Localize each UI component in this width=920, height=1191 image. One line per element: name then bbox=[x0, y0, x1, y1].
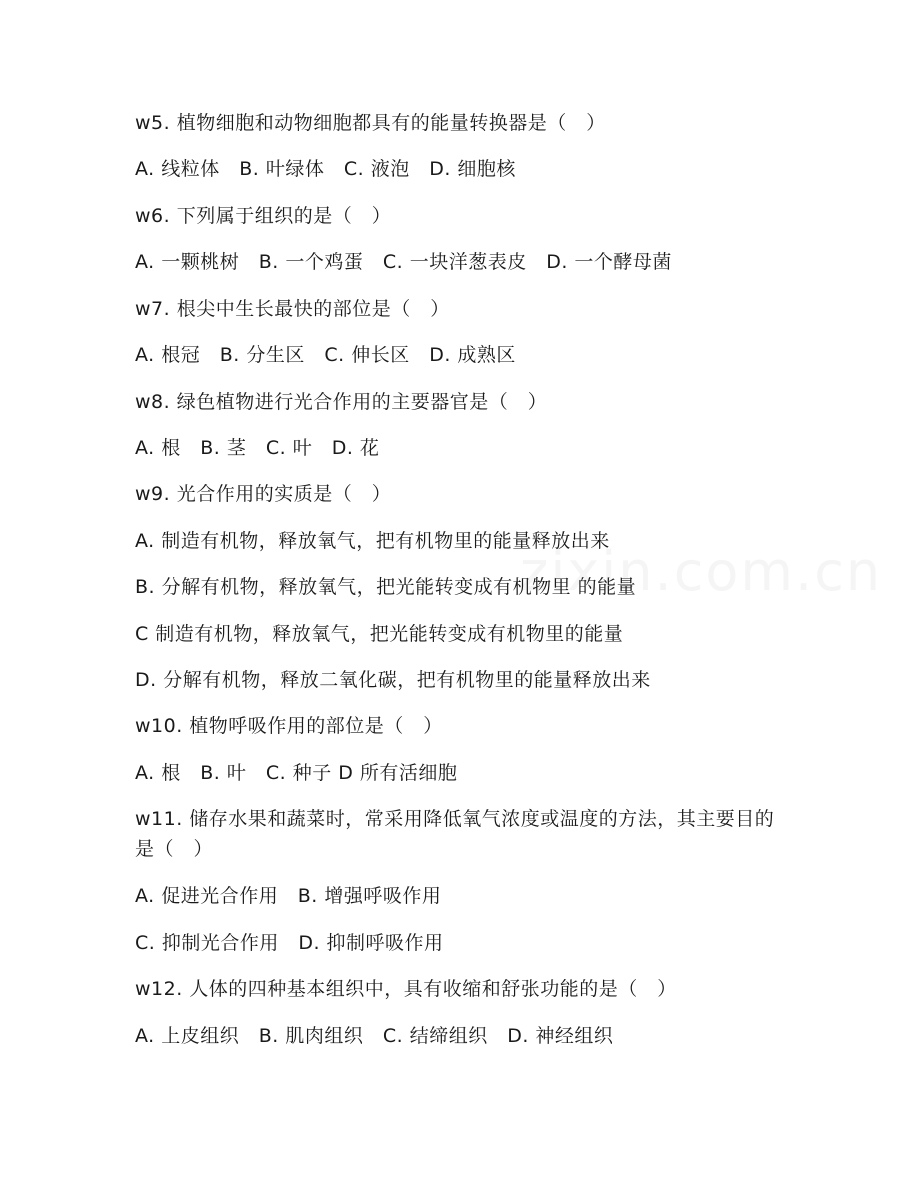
question-10-options: A. 根 B. 叶 C. 种子 D 所有活细胞 bbox=[135, 762, 458, 784]
question-9: w9. 光合作用的实质是（ ） bbox=[135, 483, 392, 505]
question-5: w5. 植物细胞和动物细胞都具有的能量转换器是（ ） bbox=[135, 112, 606, 134]
question-7-options: A. 根冠 B. 分生区 C. 伸长区 D. 成熟区 bbox=[135, 344, 516, 366]
question-12: w12. 人体的四种基本组织中，具有收缩和舒张功能的是（ ） bbox=[135, 978, 677, 1000]
question-10: w10. 植物呼吸作用的部位是（ ） bbox=[135, 715, 443, 737]
watermark: zixin.com.cn bbox=[520, 540, 883, 603]
question-9-option-c: C 制造有机物，释放氧气，把光能转变成有机物里的能量 bbox=[135, 623, 624, 645]
question-9-option-b: B. 分解有机物，释放氧气，把光能转变成有机物里 的能量 bbox=[135, 576, 637, 598]
question-12-options: A. 上皮组织 B. 肌肉组织 C. 结缔组织 D. 神经组织 bbox=[135, 1025, 614, 1047]
question-11-options-cd: C. 抑制光合作用 D. 抑制呼吸作用 bbox=[135, 932, 444, 954]
question-8-options: A. 根 B. 茎 C. 叶 D. 花 bbox=[135, 437, 380, 459]
question-5-options: A. 线粒体 B. 叶绿体 C. 液泡 D. 细胞核 bbox=[135, 158, 516, 180]
question-8: w8. 绿色植物进行光合作用的主要器官是（ ） bbox=[135, 391, 548, 413]
question-7: w7. 根尖中生长最快的部位是（ ） bbox=[135, 298, 450, 320]
question-6: w6. 下列属于组织的是（ ） bbox=[135, 205, 392, 227]
question-6-options: A. 一颗桃树 B. 一个鸡蛋 C. 一块洋葱表皮 D. 一个酵母菌 bbox=[135, 251, 672, 273]
question-9-option-d: D. 分解有机物，释放二氧化碳，把有机物里的能量释放出来 bbox=[135, 669, 651, 691]
question-11: w11. 储存水果和蔬菜时，常采用降低氧气浓度或温度的方法，其主要目的是（ ） bbox=[135, 808, 775, 860]
question-11-options-ab: A. 促进光合作用 B. 增强呼吸作用 bbox=[135, 885, 442, 907]
question-9-option-a: A. 制造有机物，释放氧气，把有机物里的能量释放出来 bbox=[135, 530, 610, 552]
